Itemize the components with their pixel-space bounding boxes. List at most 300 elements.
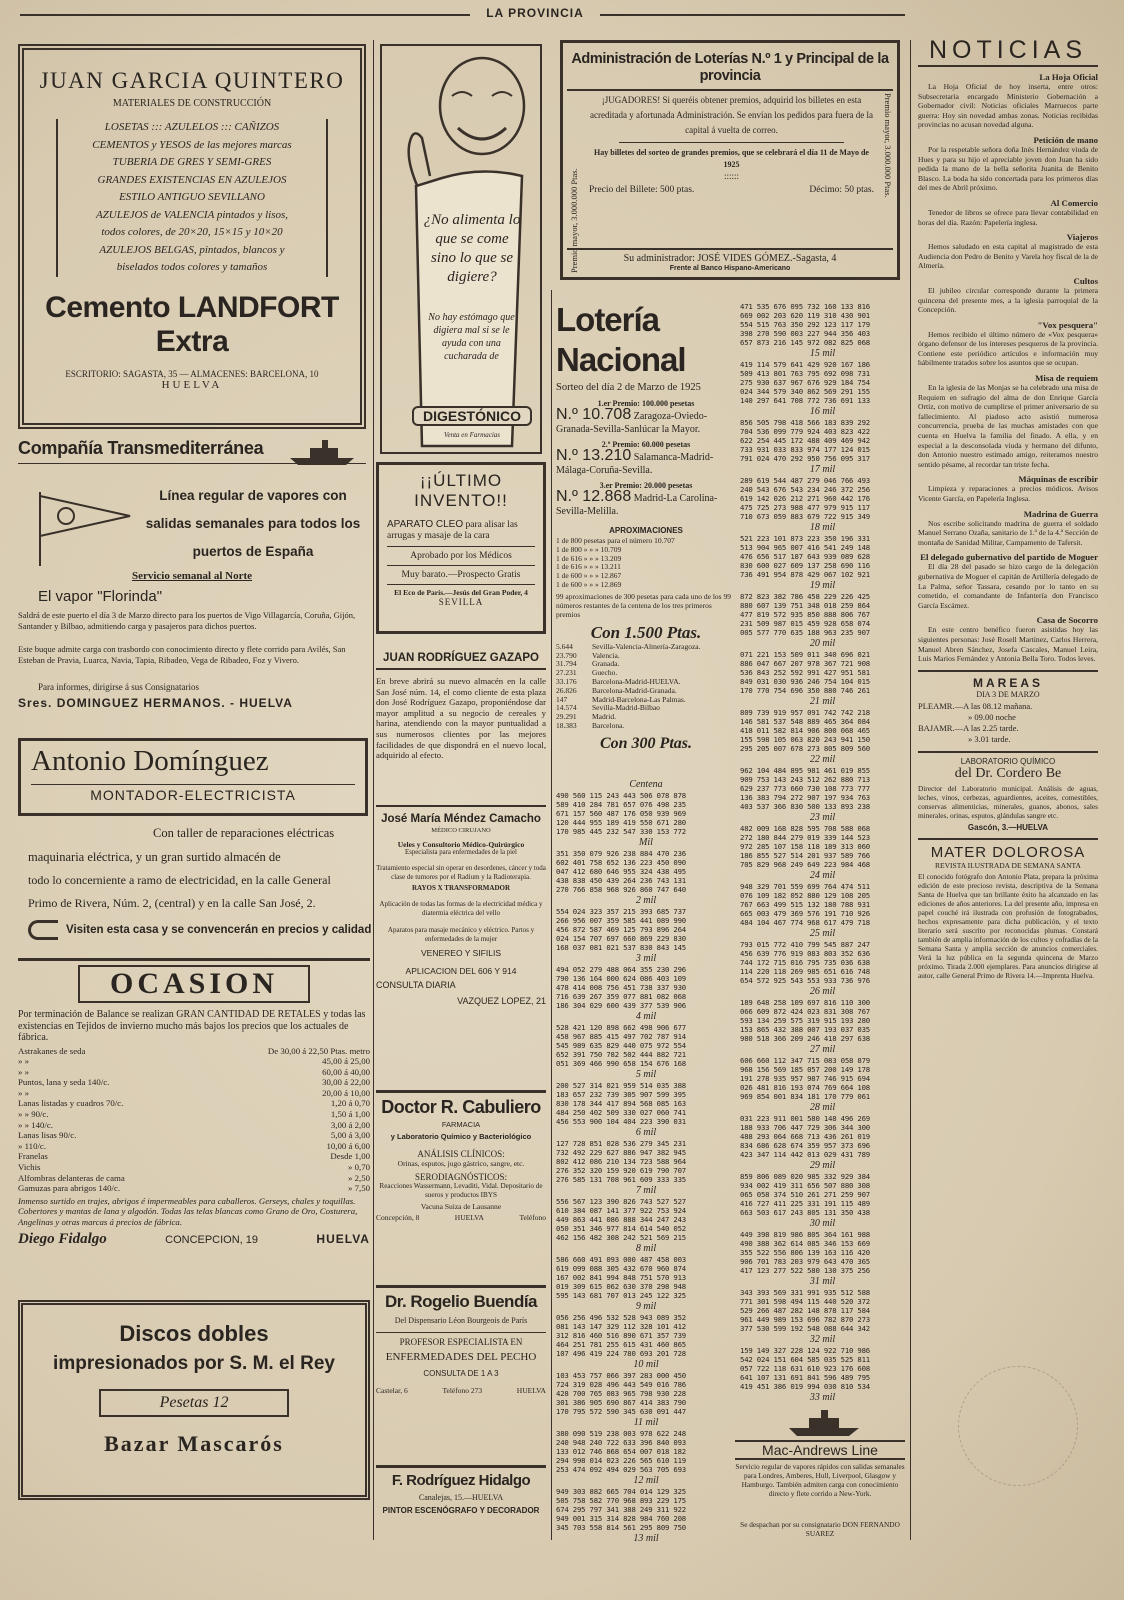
price-item: » » <box>18 1056 29 1067</box>
ad-text: Director del Laboratorio municipal. Análisis de aguas, leches, vinos, cerbezas, aguardientes, aceites, comestibles, conservas alimenticias, minerales, guanos, abonos, sales minerales, orinas, esputos, glándulas sangre etc. <box>918 783 1098 820</box>
price-value: 30,00 á 22,00 <box>322 1077 370 1088</box>
news-list <box>918 72 1098 664</box>
ad-info: Para informes, dirigirse á sus Consignatarios <box>38 682 199 692</box>
news-text: Hemos recibido el último número de «Vox pesquera» órgano defensor de los intereses pesqueros de la provincia. Contiene este periódico artículos e información muy hábilmente tratados sobre los asuntos que se ocupan. <box>918 329 1098 368</box>
c1500-number: 31.794 <box>556 659 577 669</box>
news-text: El jubileo circular corresponde durante la primera quincena del presente mes, a la iglesia parroquial de la Concepción. <box>918 285 1098 315</box>
price-item: Franelas <box>18 1151 48 1162</box>
thousand-label: 33 mil <box>809 1392 836 1402</box>
aprox-row: 1 de 600 » » » 12.869 <box>556 579 622 589</box>
ad-subtitle: MATERIALES DE CONSTRUCCIÓN <box>112 98 272 109</box>
c1500-places: Guecho. <box>592 668 618 678</box>
c1500-places: Madrid. <box>592 712 616 722</box>
notice-gazapo <box>376 652 546 802</box>
ad-intro: Por terminación de Balance se realizan GRAN CANTIDAD DE RETALES y todas las existencias en Tejidos de invierno mucho más bajos los precios que los actuales de fábrica. <box>18 1009 366 1043</box>
number-block: 071 221 153 509 011 340 696 021 886 047 667 207 978 367 721 908 536 843 252 592 991 427 951 581 849 031 030 936 246 754 104 015 170 770 754 696 350 880 746 261 <box>740 650 870 695</box>
baja-1: —A las 2.25 tarde. <box>954 722 1019 733</box>
c1500-places: Granada. <box>592 659 620 669</box>
pennant-flag-icon <box>34 488 134 568</box>
number-block: 962 104 484 895 981 461 019 855 909 753 143 243 512 262 880 713 629 237 773 660 730 108 773 777 136 383 794 272 907 197 934 763 403 537 366 830 500 133 893 238 <box>740 766 870 811</box>
price-value: 1,20 á 0,70 <box>330 1098 370 1109</box>
ad-addr: Canalejas, 15.—HUELVA <box>418 1493 504 1502</box>
news-heading: El delegado gubernativo del partido de Moguer <box>920 552 1098 563</box>
ad-trade: PINTOR ESCENÓGRAFO Y DECORADOR <box>382 1506 540 1515</box>
news-heading: Al Comercio <box>1050 197 1098 208</box>
news-text: Tenedor de libros se ofrece para llevar contabilidad en horas del día. Razón: Papelería inglesa. <box>918 207 1098 227</box>
ad-role: MONTADOR-ELECTRICISTA <box>31 784 355 803</box>
ad-l1: Ueles y Consultorio Médico-Quirúrgico <box>397 840 525 849</box>
thousand-label: 4 mil <box>635 1011 657 1022</box>
price-value: 5,00 á 3,00 <box>330 1130 370 1141</box>
thousand-label: Mil <box>639 837 653 848</box>
aprox-row: 1 de 600 » » » 12.867 <box>556 571 622 581</box>
ad-l2: impresionados por S. M. el Rey <box>53 1353 335 1374</box>
ad-front: Frente al Banco Hispano-Americano <box>669 265 791 272</box>
line: AZULEJOS de VALENCIA pintados y lisos, <box>95 208 289 221</box>
ad-l3: Tratamiento especial sin operar en desordenes, cáncer y toda clase de tumores por el Radium y la Radioterapia. <box>376 864 546 881</box>
ad-outro: Inmenso surtido en trajes, abrigos é impermeables para caballeros. Gerseys, chales y toquillas. Cobertores y mantas de lana y algodón. Todas las telas blancas como Grano de Oro, Costurera, Angelinas y otras marcas á precios de fábrica. <box>18 1195 358 1227</box>
ad-title: OCASION <box>78 965 310 1003</box>
ad-hidalgo <box>376 1465 546 1535</box>
ad-l5: Visiten esta casa y se convencerán en precios y calidad <box>66 924 372 936</box>
c1500-row <box>556 722 736 731</box>
line: AZULEJOS BELGAS, pintados, blancos y <box>99 243 285 256</box>
price-row <box>18 1162 370 1173</box>
mareas-date: DIA 3 DE MARZO <box>976 689 1040 699</box>
thousand-label: 2 mil <box>635 895 657 906</box>
aprox-note: 99 aproximaciones de 300 pesetas para cada uno de los 99 números restantes de la centena de los tres primeros premios <box>556 591 731 619</box>
thousand-label: 27 mil <box>809 1044 836 1055</box>
ad-text: Orinas, esputos, jugo gástrico, sangre, etc. <box>397 1159 525 1168</box>
thousand-label: 19 mil <box>809 580 836 591</box>
ad-footer: Venta en Farmacias <box>444 431 500 439</box>
number-block: 103 453 757 066 397 283 000 450 724 319 028 496 443 549 016 786 428 700 765 083 965 798 930 228 301 386 905 690 867 414 383 790 170 795 572 590 345 630 091 447 <box>556 1371 686 1416</box>
news-heading: "Vox pesquera" <box>1037 319 1098 330</box>
c1500-places: Sevilla-Valencia-Almería-Zaragoza. <box>592 641 701 651</box>
prize-3-number: N.º 12.868 <box>556 488 632 505</box>
ad-transmediterranea <box>18 438 366 728</box>
ad-head: LABORATORIO QUÍMICO <box>960 756 1056 766</box>
c1500-number: 27.231 <box>556 668 577 678</box>
mareas-box <box>918 670 1098 745</box>
ad-service: Servicio semanal al Norte <box>131 570 253 582</box>
ad-l1: Discos dobles <box>119 1321 269 1346</box>
thousand-label: 20 mil <box>809 638 836 649</box>
price-item: » 110/c. <box>18 1140 47 1151</box>
ad-decimo: Décimo: 50 ptas. <box>809 185 874 195</box>
price-item: Lanas lisas 90/c. <box>18 1130 77 1141</box>
price-value: Desde 1,00 <box>330 1151 370 1162</box>
ad-admin: Su administrador: JOSÉ VIDES GÓMEZ.-Sagasta, 4 <box>567 248 893 264</box>
ad-price: Precio del Billete: 500 ptas. <box>589 185 695 195</box>
number-block: 606 660 112 347 715 083 058 879 968 156 569 185 057 200 149 178 191 278 935 957 987 746 915 694 026 481 816 193 074 769 664 108 969 854 001 834 181 170 779 061 <box>740 1056 870 1101</box>
ad-title: Compañía Transmediterránea <box>18 438 264 458</box>
number-block: 159 149 327 228 124 922 710 986 542 024 151 604 585 035 525 811 057 722 118 631 610 923 176 608 641 107 131 691 841 596 489 795 419 451 386 019 994 030 810 534 <box>740 1346 870 1391</box>
price-value: 60,00 á 40,00 <box>322 1066 370 1077</box>
price-row <box>18 1109 370 1120</box>
c1500-number: 18.383 <box>556 720 577 730</box>
number-block: 554 024 323 357 215 393 685 737 266 956 007 359 585 441 089 990 456 872 587 469 125 793 896 264 024 154 707 697 660 869 229 830 168 037 081 021 537 830 843 145 <box>556 907 686 952</box>
line: ESTILO ANTIGUO SEVILLANO <box>119 191 265 203</box>
price-item: » » <box>18 1087 29 1098</box>
ad-agent: Se despachan por su consignatario DON FERNANDO SUAREZ <box>740 1520 900 1538</box>
ad-name: del Dr. Cordero Be <box>954 765 1062 781</box>
ad-l2: Especialista para enfermedades de la piel <box>405 849 517 856</box>
price-value: 20,00 á 10,00 <box>322 1087 370 1098</box>
thousand-label: 11 mil <box>633 1417 659 1428</box>
ad-sub: Del Dispensario Léon Bourgeois de París <box>394 1316 528 1325</box>
news-text: Nos escribe solicitando madrina de guerra el soldado Manuel Serrano Ozaña, sanitario de 1.ª de la 4.ª Sección de montaña de Sanidad Militar, Campamento de Tafersit. <box>918 518 1098 547</box>
ad-discos <box>18 1300 370 1500</box>
ad-l6: Aparatos para masaje mecánico y eléctrico. Partos y enfermedades de la mujer <box>387 926 535 943</box>
ad-vac: Vacuna Suiza de Lausanne <box>420 1202 502 1211</box>
number-block: 031 223 911 001 580 148 496 269 188 933 706 447 729 306 344 300 488 293 064 668 713 436 261 019 834 686 628 674 359 957 373 696 423 347 114 442 013 029 431 789 <box>740 1114 870 1159</box>
price-value: 45,00 á 25,00 <box>322 1056 370 1067</box>
thousand-label: 12 mil <box>633 1475 659 1486</box>
number-block: 494 052 279 488 064 355 230 296 790 136 164 000 624 086 403 109 478 414 008 756 451 738 337 930 716 639 267 359 077 881 082 068 186 304 029 600 439 377 539 906 <box>556 965 686 1010</box>
ad-dots: :::::: <box>723 171 739 181</box>
thousand-label: 31 mil <box>809 1276 836 1287</box>
notice-title: JUAN RODRÍGUEZ GAZAPO <box>376 652 546 670</box>
price-row <box>18 1183 370 1194</box>
price-item: Puntos, lana y seda 140/c. <box>18 1077 110 1088</box>
line: TUBERIA DE GRES Y SEMI-GRES <box>112 156 272 168</box>
draw-date: Sorteo del día 2 de Marzo de 1925 <box>556 382 701 393</box>
c1500-number: 26.826 <box>556 685 577 695</box>
thousand-label: 9 mil <box>635 1301 657 1312</box>
ad-sub: MÉDICO CIRUJANO <box>431 827 491 834</box>
notice-text: El conocido fotógrafo don Antonio Plata, prepara la próxima edición de este precioso revista, descriptiva de la Semana Santa de Huelva que tan brillante éxito ha alcanzado en las ediciones de años anteriores. La del presente año, impresa en papel couché irá ilustrada con profusión de fotograbados, hechos expresamente para dicha publicación, y el texto literario será suscrito por reconocidas plumas. Constará también de amplia información de los cultos y cofradías de la Semana Santa y amplia sección de anuncios comerciales. Verá la luz pública en la segunda quincena de Marzo próximo. Tirada 2.000 ejemplares. Para anuncios dirigirse al autor, calle General Primo de Rivera 14.—Imprenta Huelva. <box>918 871 1098 980</box>
ad-title: Mac-Andrews Line <box>735 1440 905 1460</box>
thousand-label: 18 mil <box>809 522 836 533</box>
section-title: Lotería Nacional <box>556 301 686 378</box>
ad-l7: VENEREO Y SIFILIS <box>421 948 501 958</box>
price-row <box>18 1173 370 1184</box>
loteria-nacional <box>556 300 736 780</box>
news-text: Hemos saludado en esta capital al magistrado de esta Audiencia don Pedro de Benito y Varela hoy fiscal de la de Almería. <box>918 242 1098 271</box>
news-text: Por la respetable señora doña Inés Hernández viuda de Hues y para su hijo el apreciable joven don Juan ha sido pedida la mano de la bella señorita Juanita de Benito Blasco. La boda ha sido concertada para los primeros días del mes de Abril próximo. <box>918 144 1098 193</box>
ad-side-left: Premio mayor, 3.000.000 Ptas. <box>569 168 579 273</box>
price-item: Lanas listadas y cuadros 70/c. <box>18 1098 124 1109</box>
ad-shop: Bazar Mascarós <box>104 1431 284 1456</box>
number-block: 586 660 491 093 000 487 458 003 619 099 088 305 432 670 960 874 167 002 841 994 848 751 570 913 019 309 615 062 630 370 298 948 595 143 681 707 013 245 122 325 <box>556 1255 686 1300</box>
ad-cabuliero <box>376 1090 546 1275</box>
ad-ultimo-invento <box>376 462 546 634</box>
ad-text2: Este buque admite carga con trasbordo con conocimiento directo y flete corrido para Avilés, San Esteban de Pravia, Luarca, Navia, Tapia, Ribadeo, Vega de Ribadeo, Foz y Vivero. <box>18 644 346 665</box>
line: biselados todos colores y tamaños <box>116 261 268 273</box>
ad-agents: Sres. DOMINGUEZ HERMANOS. - HUELVA <box>18 696 293 710</box>
prize-3-label: 3.er Premio: 20.000 pesetas <box>599 481 693 490</box>
library-stamp <box>958 1366 1078 1486</box>
c1500-places: Madrid-Barcelona-Las Palmas. <box>592 694 686 704</box>
c1500-row <box>556 643 736 652</box>
price-item: Gamuzas para abrigos 140/c. <box>18 1183 121 1194</box>
ad-antonio-dominguez <box>18 738 370 948</box>
ad-lab: y Laboratorio Químico y Bacteriológico <box>390 1132 532 1141</box>
c1500-places: Barcelona-Madrid-HUELVA. <box>592 676 681 686</box>
ad-city: HUELVA <box>454 1213 484 1222</box>
price-value: 3,00 á 2,00 <box>330 1119 370 1130</box>
ad-title: ¡¡ÚLTIMO INVENTO!! <box>414 471 508 510</box>
number-block: 521 223 101 873 223 350 196 331 513 904 965 007 416 541 249 148 476 656 517 187 643 939 089 628 830 600 027 609 137 258 690 116 736 491 954 878 429 067 102 921 <box>740 534 870 579</box>
price-row <box>18 1141 370 1152</box>
ad-script1: ¿No alimenta lo que se come sino lo que se digiere? <box>423 212 521 285</box>
line: CEMENTOS y YESOS de las mejores marcas <box>92 138 292 151</box>
ad-product: APARATO CLEO <box>387 519 464 530</box>
c1500-number: 5.644 <box>556 641 573 651</box>
ad-city: HUELVA <box>516 1386 546 1395</box>
price-item: Vichis <box>18 1162 41 1173</box>
c1500-number: 14.574 <box>556 703 577 713</box>
news-heading: Cultos <box>1073 275 1098 286</box>
c1500-list <box>556 643 736 731</box>
prize-2-places: Salamanca-Madrid-Málaga-Coruña-Sevilla. <box>556 452 714 476</box>
thousand-label: 6 mil <box>635 1127 657 1138</box>
thousand-label: 22 mil <box>809 754 836 765</box>
line: GRANDES EXISTENCIAS EN AZULEJOS <box>97 173 287 186</box>
section-title: NOTICIAS <box>918 36 1098 67</box>
news-heading: Misa de requiem <box>1035 373 1098 384</box>
ad-text: Servicio regular de vapores rápidos con salidas semanales para Londres, Amberes, Hull, Liverpool, Glasgow y Hamburgo. También admiten carga con conocimiento directo y flete corrido a New-York. <box>735 1462 905 1498</box>
ad-body: ¡JUGADORES! Si queréis obtener premios, adquirid los billetes en esta acreditada y afortunada Administración. Se envían los pedidos para fuera de la capital á vuelta de correo. <box>590 95 873 135</box>
ad-addr: Concepción, 8 <box>376 1213 420 1222</box>
number-block: 556 567 123 390 826 743 527 527 610 384 087 141 377 922 753 924 449 863 441 086 888 344 247 243 050 351 346 977 814 614 540 052 462 156 482 308 242 521 569 215 <box>556 1197 686 1242</box>
aprox-row: 1 de 616 » » » 13.211 <box>556 562 621 572</box>
ad-l9: CONSULTA DIARIA <box>376 980 456 990</box>
c1500-number: 33.176 <box>556 676 577 686</box>
number-block: 528 421 120 898 662 498 906 677 458 967 885 415 497 702 787 914 545 989 635 829 440 075 972 554 652 391 750 782 502 444 882 721 051 369 466 990 658 154 676 168 <box>556 1023 686 1068</box>
masthead: LA PROVINCIA <box>486 6 584 20</box>
number-block: 859 806 089 020 985 332 929 384 934 002 419 311 656 507 880 308 065 058 374 510 261 271 259 907 416 727 411 225 331 191 115 489 663 503 617 243 805 131 350 438 <box>740 1172 870 1217</box>
news-heading: La Hoja Oficial <box>1039 72 1098 82</box>
price-item: » » 140/c. <box>18 1119 53 1130</box>
ad-hours: CONSULTA DE 1 A 3 <box>423 1369 499 1378</box>
number-block: 449 398 819 986 805 364 161 988 490 388 362 614 085 346 153 669 355 522 556 806 139 163 116 420 906 701 783 203 979 643 470 365 417 123 277 522 580 130 375 256 <box>740 1230 870 1275</box>
ad-header-box <box>18 738 368 816</box>
thousand-label: 32 mil <box>809 1334 836 1345</box>
news-heading: Viajeros <box>1066 232 1098 243</box>
ad-store: El Eco de París.—Jesús del Gran Poder, 4 <box>394 588 528 597</box>
number-block: 793 015 772 410 799 545 887 247 456 639 776 919 083 803 352 636 744 172 715 016 795 735 036 638 114 220 118 269 985 651 616 748 654 572 925 543 553 933 736 976 <box>740 940 870 985</box>
c1500-places: Sevilla-Madrid-Bilbao <box>592 703 660 713</box>
thousand-label: 16 mil <box>809 406 836 417</box>
thousand-label: 25 mil <box>809 928 836 939</box>
numbers-grid-right <box>740 302 905 1402</box>
news-heading: Casa de Socorro <box>1036 615 1098 626</box>
c1500-row <box>556 713 736 722</box>
ad-price: Pesetas 12 <box>99 1389 289 1417</box>
ad-tel: Teléfono <box>519 1213 546 1222</box>
number-block: 949 303 882 665 704 014 129 325 505 758 582 770 968 893 229 175 674 295 797 341 388 249 311 922 949 001 315 314 828 984 760 208 345 703 558 814 561 295 809 750 <box>556 1487 686 1532</box>
ad-l3: todo lo concerniente a ramo de electricidad, en la calle General <box>28 873 331 887</box>
c1500-places: Barcelona. <box>592 720 625 730</box>
c1500-row <box>556 652 736 661</box>
number-block: 856 505 798 418 566 183 839 292 704 536 099 779 924 403 823 422 622 254 445 172 488 409 469 942 733 931 033 833 974 177 124 015 791 024 470 292 950 756 095 317 <box>740 418 870 463</box>
ad-sero: SERODIAGNÓSTICOS: <box>414 1172 507 1182</box>
price-row <box>18 1120 370 1131</box>
ad-title: Administración de Loterías N.º 1 y Principal de la provincia <box>567 47 893 91</box>
ad-l4: RAYOS X TRANSFORMADOR <box>411 884 510 892</box>
ad-digestonico <box>380 44 542 454</box>
news-heading: Petición de mano <box>1033 134 1098 145</box>
ship-icon <box>785 1410 865 1438</box>
thousand-label: 8 mil <box>635 1243 657 1254</box>
price-value: » 2,50 <box>348 1172 370 1183</box>
number-block: 127 728 851 028 536 279 345 231 732 492 229 627 886 947 382 945 802 412 086 210 134 723 588 964 276 352 320 159 920 619 790 707 276 585 131 708 961 609 333 335 <box>556 1139 686 1184</box>
c1500-places: Valencia. <box>592 650 620 660</box>
price-value: » 0,70 <box>348 1162 370 1173</box>
thousand-label: 21 mil <box>809 696 836 707</box>
number-block: 380 090 519 238 003 978 622 248 240 948 240 722 633 396 840 093 133 012 746 868 654 007 018 182 294 998 014 023 226 565 610 119 253 474 092 494 029 563 705 693 <box>556 1429 686 1474</box>
thousand-label: 28 mil <box>809 1102 836 1113</box>
ad-brand: DIGESTÓNICO <box>412 406 532 426</box>
thousand-label: 26 mil <box>809 986 836 997</box>
ad-juan-garcia <box>18 44 366 429</box>
thousand-label: 3 mil <box>635 953 657 964</box>
number-block: 189 648 258 109 697 816 110 300 066 609 872 424 023 831 308 767 593 134 259 575 319 915 193 280 153 865 432 388 007 193 037 035 980 518 366 209 246 418 297 638 <box>740 998 870 1043</box>
ad-l4: Primo de Rivera, Núm. 2, (central) y en la calle San José, 2. <box>28 896 316 910</box>
ad-addr: Castelar, 6 <box>376 1386 408 1395</box>
ad-mendez <box>376 805 546 1075</box>
number-block: 351 350 079 926 238 884 470 236 602 401 758 652 136 223 450 090 047 412 680 646 955 324 438 495 438 838 450 439 264 236 743 131 270 766 858 968 926 860 747 640 <box>556 849 686 894</box>
ad-office: ESCRITORIO: SAGASTA, 35 — ALMACENES: BARCELONA, 10 <box>65 368 319 379</box>
news-text: En la iglesia de las Monjas se ha celebrado una misa de Requiem en sufragio del alma de don Enrique García Ortiz, con motivo de cumplirse el primer aniversario de su fallecimiento. Al piadoso acto asistió numerosa concurrencia, prueba de las muchas amistades con que cuenta en Huelva la familia del finado. A ella, y en especial a la desconsolada viuda y hermano del difunto, don Antonio nuestro estimado amigo, reiteramos nuestro sentido pésame, al recordar tan triste fecha. <box>918 383 1098 469</box>
aprox-row: 1 de 800 pesetas para el número 10.707 <box>556 536 675 545</box>
thousand-label: 17 mil <box>809 464 836 475</box>
price-item: Astrakanes de seda <box>18 1045 86 1056</box>
news-heading: Madrina de Guerra <box>1023 508 1098 519</box>
aprox-list <box>556 537 736 590</box>
news-text: En este centro benéfico fueron asistidas hoy las siguientes personas: José Rosell Martínez, Carlos Herrera, Manuel Abren Sánchez, Josefa Cascales, Manuel Leira, Luis Marios Fernández y Antonia Bella Toro. Todos leves. <box>918 625 1098 664</box>
ad-title: Doctor R. Cabuliero <box>381 1097 541 1117</box>
prize-1-places: Zaragoza-Oviedo-Granada-Sevilla-Sanlúcar la Mayor. <box>556 411 708 435</box>
numbers-grid-left <box>556 778 736 1543</box>
price-value: De 30,00 á 22,50 Ptas. metro <box>267 1045 370 1056</box>
c1500-places: Barcelona-Madrid-Granada. <box>592 685 677 695</box>
ad-city: HUELVA <box>161 378 223 391</box>
thousand-label: 30 mil <box>809 1218 836 1229</box>
price-list <box>18 1046 370 1194</box>
ad-side-right: Premio mayor, 3.000.000 Ptas. <box>883 93 893 198</box>
ad-ocasion <box>18 958 370 1293</box>
ad-analisis: ANÁLISIS CLÍNICOS: <box>417 1149 505 1159</box>
price-row <box>18 1077 370 1088</box>
number-block: 482 009 168 828 595 708 588 068 272 180 844 279 019 339 144 523 972 285 107 158 118 189 313 060 186 855 527 514 201 937 589 766 705 829 968 249 649 223 984 468 <box>740 824 870 869</box>
price-row <box>18 1088 370 1099</box>
news-heading: Máquinas de escribir <box>1018 474 1098 485</box>
price-value: » 7,50 <box>348 1183 370 1194</box>
ad-l1: Con taller de reparaciones eléctricas <box>153 826 335 840</box>
thousand-label: 23 mil <box>809 812 836 823</box>
ad-addr: Gascón, 3.—HUELVA <box>967 822 1049 832</box>
ad-tel: Teléfono 273 <box>442 1386 483 1395</box>
ad-city: SEVILLA <box>438 597 484 607</box>
ad-desc: para alisar las arrugas y masaje de la cara <box>387 520 518 541</box>
aprox-row: 1 de 800 » » » 10.709 <box>556 544 622 554</box>
ad-text1: Saldrá de este puerto el día 3 de Marzo directo para los puertos de Vigo Villagarcía, Coruña, Gijón, Santander y Bilbao, admitiendo carga y pasajeros para dichos puertos. <box>18 610 356 631</box>
ad-l8: APLICACION DEL 606 Y 914 <box>405 966 517 976</box>
ad-mac-andrews <box>735 1410 905 1540</box>
news-text: La Hoja Oficial de hoy inserta, entre otros: Subsecretaría encargado Ministerio Gobernación a Gobernador civil: Noticias oficiales Marruecos parte guerra: Hoy sin novedad ambas zonas. Noticias recibidas provincias no acusan novedad alguna. <box>918 82 1098 130</box>
centena-label: Centena <box>629 779 663 790</box>
news-text: El día 28 del pasado se hizo cargo de la delegación gubernativa de Moguer el capitán de Artillería delegado de La Palma, señor Tassara, cesando por lo tanto en su cometido, el comandante de Infantería don Francisco García Escámez. <box>918 562 1098 610</box>
prize-3-places: Madrid-La Carolina-Sevilla-Melilla. <box>556 493 718 517</box>
aprox-title: APROXIMACIONES <box>609 526 683 535</box>
price-row <box>18 1151 370 1162</box>
hook-ornament <box>28 920 58 940</box>
c1500-number: 147 <box>556 694 568 704</box>
aprox-row: 1 de 616 » » » 13.209 <box>556 553 622 563</box>
ad-line: Línea regular de vapores con salidas semanales para todos los puertos de España <box>145 488 361 559</box>
c1500-title: Con 1.500 Ptas. <box>590 622 702 642</box>
line: LOSETAS ::: AZULELOS ::: CAÑIZOS <box>104 121 280 133</box>
notice-subtitle: REVISTA ILUSTRADA DE SEMANA SANTA <box>935 860 1081 870</box>
ad-addr: CONCEPCION, 19 <box>165 1234 259 1247</box>
c1500-row <box>556 704 736 713</box>
baja-2: » 3.01 tarde. <box>968 733 1011 744</box>
thousand-label: 29 mil <box>809 1160 836 1171</box>
ad-loterias <box>560 40 900 280</box>
ad-title: Dr. Rogelio Buendía <box>384 1292 538 1311</box>
number-block: 809 739 919 957 091 742 742 218 146 581 537 548 889 465 364 084 418 011 582 814 906 800 068 465 155 598 105 063 820 243 941 150 295 205 007 678 273 805 809 560 <box>740 708 870 753</box>
price-row <box>18 1130 370 1141</box>
ad-lines <box>64 119 320 277</box>
notice-text: En breve abrirá su nuevo almacén en la calle San José núm. 14, el como cliente de esta plaza don José Rodríguez Gazapo, proponiéndose dar mayor amplitud a su negocio de cereales y harina, atendiendo con la mayor puntualidad a sus numerosos clientes por las mejores facilidades de que dispondrá en el nuevo local, adquirido al efecto. <box>376 676 546 761</box>
ad-sero-text: Reacciones Wassermann, Levaditi, Vidal. Depositario de sueros y productos IBYS <box>379 1182 543 1199</box>
number-block: 490 560 115 243 443 506 078 878 589 410 284 781 657 076 498 235 671 157 560 487 176 050 939 969 120 444 955 189 419 550 671 280 170 985 445 232 547 330 153 772 <box>556 791 686 836</box>
plea-2: » 09.00 noche <box>968 711 1016 722</box>
price-row <box>18 1098 370 1109</box>
prize-2-label: 2.º Premio: 60.000 pesetas <box>601 440 691 449</box>
news-text: Limpieza y reparaciones a precios módicos. Avisos Vicente García, en Papelería Inglesa. <box>918 484 1098 503</box>
number-block: 419 114 579 641 429 920 167 186 509 413 801 763 795 692 098 731 275 930 637 967 676 929 184 754 024 344 579 340 862 569 291 155 140 297 641 708 772 736 691 133 <box>740 360 870 405</box>
c1500-number: 23.790 <box>556 650 577 660</box>
notice-title: MATER DOLOROSA <box>930 843 1086 861</box>
ad-title: José María Méndez Camacho <box>381 813 541 825</box>
ad-buendia <box>376 1285 546 1455</box>
number-block: 289 619 544 487 279 046 766 493 240 543 676 543 234 246 372 256 619 142 026 212 271 960 442 176 475 725 273 988 477 979 915 117 710 673 059 883 679 722 915 349 <box>740 476 870 521</box>
ad-cement: Cemento LANDFORT Extra <box>45 290 339 358</box>
c300-title: Con 300 Ptas. <box>599 734 692 752</box>
ad-l5: Aplicación de todas las formas de la electricidad médica y diatermia eléctrica del vello <box>379 900 543 917</box>
c1500-row <box>556 660 736 669</box>
ad-cheap: Muy barato.—Prospecto Gratis <box>401 570 521 580</box>
thousand-label: 5 mil <box>635 1069 657 1080</box>
ad-city: HUELVA <box>316 1232 370 1247</box>
ad-prof: PROFESOR ESPECIALISTA EN <box>399 1337 523 1347</box>
ad-vapor: El vapor "Florinda" <box>38 588 163 605</box>
thousand-label: 13 mil <box>633 1533 659 1543</box>
ad-spec: ENFERMEDADES DEL PECHO <box>385 1351 537 1363</box>
number-block: 343 393 569 331 991 935 512 588 771 301 598 494 115 440 520 372 529 266 487 282 148 878 117 584 961 449 989 153 696 782 870 273 377 530 599 192 548 088 644 342 <box>740 1288 870 1333</box>
thousand-label: 24 mil <box>809 870 836 881</box>
price-item: Alfombras delanteras de cama <box>18 1172 125 1183</box>
ad-title: JUAN GARCIA QUINTERO <box>39 68 345 93</box>
ad-addr: VAZQUEZ LOPEZ, 21 <box>457 996 546 1006</box>
price-row <box>18 1046 370 1057</box>
price-value: 10,00 á 6,00 <box>326 1140 370 1151</box>
number-block: 872 823 382 786 458 229 226 425 880 607 139 751 348 018 259 864 477 819 572 935 850 888 806 767 231 509 987 015 459 928 658 074 005 577 770 635 188 963 235 907 <box>740 592 870 637</box>
ad-title: Antonio Domínguez <box>31 745 269 777</box>
notice-mater-dolorosa <box>918 838 1098 980</box>
ship-icon <box>288 438 358 466</box>
number-block: 948 329 701 559 699 764 474 511 076 109 182 052 880 129 108 205 767 663 499 515 132 180 788 931 665 003 479 369 576 191 710 926 484 104 467 774 968 617 479 718 <box>740 882 870 927</box>
plea-label: PLEAMR. <box>918 700 955 711</box>
ad-sub: FARMACIA <box>441 1120 481 1129</box>
price-item: » » 90/c. <box>18 1109 49 1120</box>
thousand-label: 15 mil <box>809 348 836 359</box>
price-item: » » <box>18 1066 29 1077</box>
